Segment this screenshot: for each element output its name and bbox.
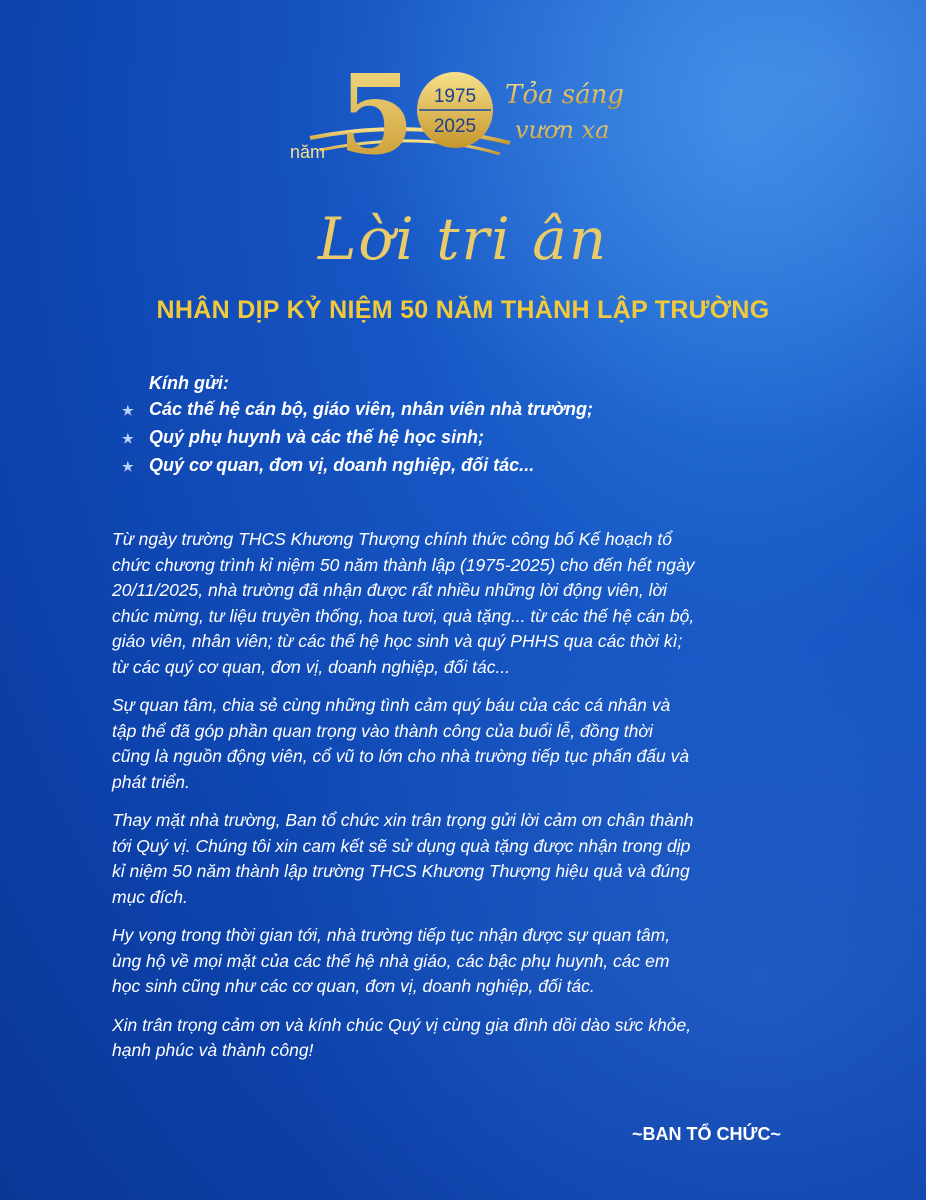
anniversary-logo [290, 58, 670, 168]
paragraph-line: chức chương trình kỉ niệm 50 năm thành lập (1975-2025) cho đến hết ngày [112, 554, 695, 575]
paragraph [112, 527, 832, 680]
logo-number: 5 [338, 58, 415, 168]
paragraph-line: chúc mừng, tư liệu truyền thống, hoa tươi, quà tặng... từ các thế hệ cán bộ, [112, 605, 695, 626]
paragraph-line: ủng hộ về mọi mặt của các thế hệ nhà giáo, các bậc phụ huynh, các em [112, 950, 670, 971]
paragraph-line: Thay mặt nhà trường, Ban tổ chức xin trân trọng gửi lời cảm ơn chân thành [112, 810, 694, 830]
star-icon: ★ [122, 403, 134, 418]
star-icon: ★ [122, 431, 134, 446]
paragraph-line: tới Quý vị. Chúng tôi xin cam kết sẽ sử dụng quà tặng được nhận trong dịp [112, 835, 691, 856]
paragraph-line: hạnh phúc và thành công! [112, 1040, 314, 1060]
paragraph-line: Từ ngày trường THCS Khương Thượng chính thức công bố Kế hoạch tổ [112, 529, 672, 549]
signature: ~BAN TỔ CHỨC~ [632, 1124, 781, 1144]
star-icon: ★ [122, 459, 134, 474]
paragraph-line: kỉ niệm 50 năm thành lập trường THCS Khương Thượng hiệu quả và đúng [112, 861, 690, 881]
page-heading: NHÂN DỊP KỶ NIỆM 50 NĂM THÀNH LẬP TRƯỜNG [156, 296, 770, 324]
recipient-text: Quý cơ quan, đơn vị, doanh nghiệp, đối tác... [149, 455, 535, 475]
paragraph-line: Xin trân trọng cảm ơn và kính chúc Quý vị cùng gia đình dồi dào sức khỏe, [112, 1014, 692, 1035]
logo-slogan: Tỏa sáng [505, 80, 624, 110]
greeting: Kính gửi: [149, 373, 229, 393]
paragraph [112, 923, 832, 1000]
recipient-text: Quý phụ huynh và các thế hệ học sinh; [149, 427, 485, 447]
paragraph [112, 1013, 832, 1064]
paragraph-line: phát triển. [112, 771, 190, 792]
recipients-block [122, 370, 822, 480]
recipient-item [122, 396, 822, 424]
paragraph-line: Sự quan tâm, chia sẻ cùng những tình cảm quý báu của các cá nhân và [112, 695, 671, 715]
paragraph-line: 20/11/2025, nhà trường đã nhận được rất nhiều những lời động viên, lời [112, 580, 667, 600]
page-title: Lời tri ân [317, 205, 609, 273]
logo-nam: năm [290, 142, 326, 162]
paragraph-line: cũng là nguồn động viên, cổ vũ to lớn cho nhà trường tiếp tục phấn đấu và [112, 746, 690, 766]
paragraph-line: giáo viên, nhân viên; từ các thế hệ học sinh và quý PHHS qua các thời kì; [112, 631, 683, 651]
recipient-text: Các thế hệ cán bộ, giáo viên, nhân viên nhà trường; [149, 399, 593, 419]
paragraph-line: từ các quý cơ quan, đơn vị, doanh nghiệp, đối tác... [112, 656, 511, 677]
paragraph-line: mục đích. [112, 886, 188, 907]
recipient-item [122, 424, 822, 452]
logo-year-start: 1975 [433, 86, 477, 107]
recipient-item [122, 452, 822, 480]
paragraph-line: học sinh cũng như các cơ quan, đơn vị, doanh nghiệp, đối tác. [112, 976, 595, 996]
paragraph [112, 808, 832, 910]
logo-year-end: 2025 [433, 116, 477, 137]
logo-slogan: vươn xa [515, 116, 610, 144]
paragraph-line: Hy vọng trong thời gian tới, nhà trường tiếp tục nhận được sự quan tâm, [112, 925, 671, 945]
paragraph [112, 693, 832, 795]
letter-body [112, 527, 832, 1077]
paragraph-line: tập thể đã góp phần quan trọng vào thành công của buổi lễ, đồng thời [112, 720, 653, 741]
